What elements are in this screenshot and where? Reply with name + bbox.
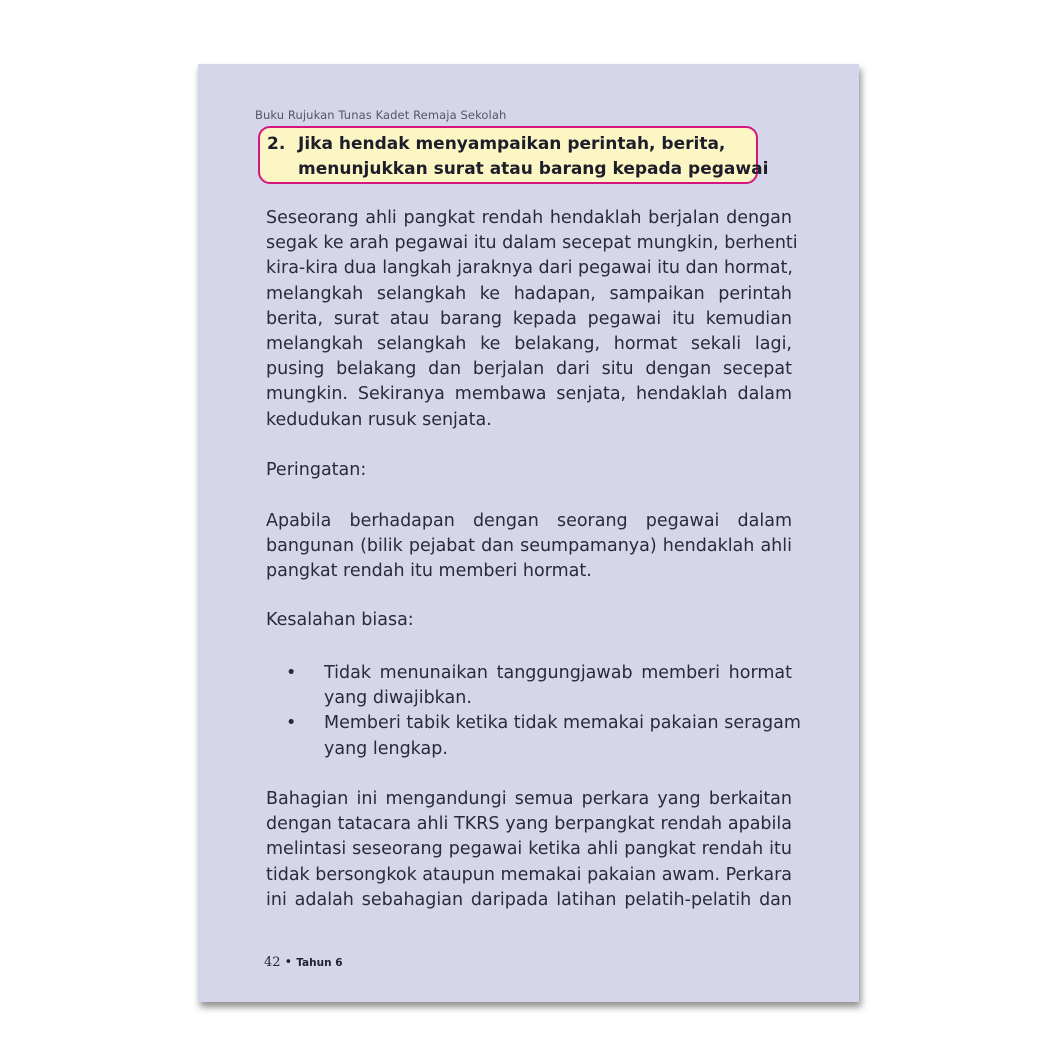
warning-label: Peringatan: (266, 460, 367, 480)
paragraph-line: Bahagian ini mengandungi semua perkara yang berkaitan (266, 789, 792, 809)
paragraph-warning (266, 509, 792, 585)
page-number: 42 (264, 955, 281, 970)
bullet-icon: • (286, 713, 297, 734)
book-page (198, 64, 859, 1002)
paragraph-line: kedudukan rusuk senjata. (266, 409, 492, 430)
paragraph-line: kira-kira dua langkah jaraknya dari pegawai itu dan hormat, (266, 258, 793, 279)
section-heading-box (258, 126, 769, 184)
section-title-line: Jika hendak menyampaikan perintah, berita, (298, 134, 726, 154)
paragraph-line: pusing belakang dan berjalan dari situ dengan secepat (266, 359, 792, 380)
paragraph-line: ini adalah sebahagian daripada latihan pelatih-pelatih dan (266, 889, 792, 910)
running-header: Buku Rujukan Tunas Kadet Remaja Sekolah (255, 108, 507, 122)
paragraph-line: melintasi seseorang pegawai ketika ahli pangkat rendah itu (266, 839, 792, 860)
list-item (286, 711, 801, 761)
paragraph-line: segak ke arah pegawai itu dalam secepat mungkin, berhenti (266, 233, 798, 254)
paragraph-section-intro (266, 787, 792, 913)
list-item-line: Memberi tabik ketika tidak memakai pakaian seragam (324, 713, 801, 734)
paragraph-line: bangunan (bilik pejabat dan seumpamanya) hendaklah ahli (266, 536, 792, 557)
bullet-icon: • (286, 663, 297, 683)
list-item-line: Tidak menunaikan tanggungjawab memberi hormat (324, 663, 792, 683)
section-title-line: menunjukkan surat atau barang kepada pegawai (298, 159, 769, 179)
paragraph-line: dengan tatacara ahli TKRS yang berpangkat rendah apabila (266, 814, 792, 835)
paragraph-line: Apabila berhadapan dengan seorang pegawai dalam (266, 511, 792, 531)
paragraph-procedure (266, 206, 798, 433)
paragraph-line: pangkat rendah itu memberi hormat. (266, 561, 592, 582)
list-item-line: yang lengkap. (324, 738, 448, 759)
footer-separator: • (284, 955, 293, 970)
paragraph-line: berita, surat atau barang kepada pegawai itu kemudian (266, 308, 792, 329)
paragraph-line: Seseorang ahli pangkat rendah hendaklah berjalan dengan (266, 208, 792, 228)
mistakes-list (286, 661, 801, 762)
year-label: Tahun 6 (296, 957, 343, 969)
common-mistakes-label: Kesalahan biasa: (266, 610, 414, 630)
list-item (286, 661, 792, 711)
paragraph-line: melangkah selangkah ke belakang, hormat sekali lagi, (266, 333, 792, 354)
section-number: 2. (267, 134, 286, 154)
page-footer (264, 955, 343, 970)
paragraph-line: mungkin. Sekiranya membawa senjata, hendaklah dalam (266, 384, 792, 405)
paragraph-line: melangkah selangkah ke hadapan, sampaikan perintah (266, 283, 792, 304)
list-item-line: yang diwajibkan. (324, 688, 472, 709)
paragraph-line: tidak bersongkok ataupun memakai pakaian awam. Perkara (266, 864, 792, 885)
